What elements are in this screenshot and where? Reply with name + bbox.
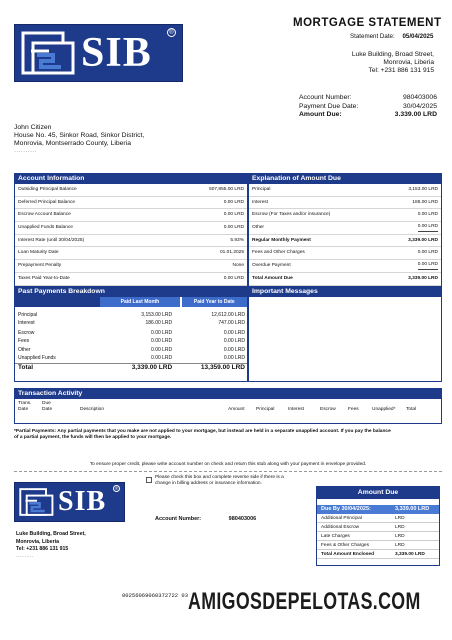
row-label: Overdue Payment — [252, 263, 291, 269]
account-info-row — [15, 273, 247, 286]
row-label: Fees and Other Charges — [252, 250, 305, 256]
sib-logo — [14, 24, 183, 82]
account-info-title: Account Information — [15, 174, 247, 184]
row-label: Additional Escrow — [321, 525, 360, 530]
registered-mark: ® — [114, 486, 119, 491]
account-info-row — [15, 260, 247, 273]
col-interest: Interest — [288, 407, 304, 412]
stub-address — [16, 531, 86, 561]
transaction-panel — [14, 388, 442, 424]
row-label: Escrow Account Balance — [18, 212, 71, 218]
row-value: 3,339.00 LRD — [408, 275, 438, 281]
row-value: 3,339.00 LRD — [408, 237, 438, 243]
paid-last-month: 0.00 LRD — [151, 329, 173, 336]
registered-mark: ® — [167, 28, 176, 37]
sib-emblem-icon — [21, 31, 77, 75]
messages-title: Important Messages — [249, 287, 441, 297]
due-by-label: Due By 30/04/2025: — [321, 506, 371, 512]
customer-line: House No. 45, Sinkor Road, Sinkor District, — [14, 132, 145, 139]
col-principal: Principal — [256, 407, 275, 412]
address-line: Tel: +231 886 131 915 — [368, 67, 434, 74]
row-value: 5.93% — [230, 237, 244, 243]
amount-row — [317, 514, 439, 523]
row-label: Late Charges — [321, 534, 350, 539]
row-value: 01.01.2025 — [219, 250, 244, 256]
past-payment-row — [15, 337, 247, 345]
explanation-row — [249, 273, 441, 286]
row-value: 0.00 LRD — [417, 212, 438, 218]
row-label: Fees — [18, 338, 30, 345]
row-label: Unapplied Funds Balance — [18, 225, 73, 231]
bank-address — [352, 51, 434, 75]
past-payments-panel — [14, 286, 248, 382]
row-value: 0.00 LRD — [418, 260, 438, 270]
past-payment-row — [15, 354, 247, 362]
statement-date: 05/04/2025 — [402, 33, 434, 40]
row-value: 186.00 LRD — [412, 199, 438, 205]
explanation-row — [249, 222, 441, 235]
row-label: Outsiding Principal Balance — [18, 187, 77, 192]
address-line: Luke Building, Broad Street, — [351, 51, 434, 58]
col-unapplied: Unapplied* — [372, 407, 396, 412]
amount-row — [317, 541, 439, 550]
explanation-panel — [248, 173, 442, 286]
address-line: Monrovia, Liberia — [16, 538, 59, 545]
customer-name: John Citizen — [14, 124, 52, 131]
amount-row — [317, 532, 439, 541]
partial-payment-note: *Partial Payments: Any partial payments that you make are not applied to your mortgage, but instead are held in a separate unapplied account. If you pay the balance of a partial payment, the funds will then be applied to your mortgage. — [14, 429, 391, 440]
explanation-row — [249, 260, 441, 273]
address-change-checkbox[interactable] — [146, 477, 152, 483]
statement-date-line — [350, 33, 433, 40]
row-label: Interest — [18, 320, 35, 327]
past-payment-row — [15, 319, 247, 327]
row-value: 0.00 LRD — [223, 199, 244, 205]
col-trans-date: Trans. Date — [18, 401, 32, 412]
row-label: Escrow (For Taxes and/or insurance) — [252, 212, 331, 218]
micr-line: 00256069060372722 03 — [122, 592, 189, 599]
explanation-row — [249, 184, 441, 197]
row-label: Principal — [252, 187, 271, 192]
address-line: Tel: +231 886 131 915 — [16, 546, 69, 552]
row-label: Additional Principal — [321, 516, 362, 521]
amount-due-box — [316, 486, 440, 566]
total-ytd: 13,359.00 LRD — [200, 364, 245, 372]
col-fees: Fees — [348, 407, 359, 412]
account-info-row — [15, 197, 247, 210]
sib-emblem-icon — [19, 487, 55, 517]
explanation-row — [249, 235, 441, 248]
amount-due-label: Amount Due: — [299, 111, 342, 118]
past-payment-row — [15, 311, 247, 319]
paid-ytd: 0.00 LRD — [223, 338, 245, 345]
amount-row — [317, 550, 439, 559]
account-info-row — [15, 247, 247, 260]
account-info-row — [15, 209, 247, 222]
address-line: Monrovia, Liberia — [383, 59, 434, 66]
stub-account-number: 980403006 — [228, 516, 257, 522]
col-due-date: Due Date — [42, 401, 53, 412]
messages-panel — [248, 286, 442, 382]
paid-ytd: 747.00 LRD — [218, 320, 245, 327]
account-number-label: Account Number: — [299, 94, 352, 101]
explanation-row — [249, 209, 441, 222]
paid-last-month: 0.00 LRD — [151, 354, 173, 361]
past-payments-header — [15, 297, 247, 307]
col-escrow: Escrow — [320, 407, 336, 412]
row-label: Deferred Principal Balance — [18, 199, 76, 205]
paid-last-month: 0.00 LRD — [151, 338, 173, 345]
header-spacer — [15, 297, 100, 307]
total-label: Total — [18, 364, 34, 372]
row-label: Unapplied Funds — [18, 354, 56, 361]
row-label: Fees & Other Charges — [321, 543, 369, 548]
row-value: 0.00 LRD — [223, 275, 244, 281]
explanation-row — [249, 247, 441, 260]
past-payment-row — [15, 329, 247, 337]
stub-account-line — [155, 516, 256, 522]
row-label: Loan Maturity Date — [18, 250, 59, 256]
account-info-panel — [14, 173, 248, 286]
watermark: AMIGOSDEPELOTAS.COM — [188, 588, 421, 615]
logo-text: SIB — [58, 486, 107, 517]
row-label: Interest — [252, 199, 268, 205]
row-label: Prepayment Penalty — [18, 263, 62, 269]
row-label: Regular Monthly Payment — [252, 237, 311, 243]
account-number: 980403006 — [402, 94, 437, 101]
col-total: Total — [406, 407, 417, 412]
past-payment-row — [15, 346, 247, 354]
paid-ytd: 0.00 LRD — [223, 329, 245, 336]
row-value: LRD — [395, 543, 405, 548]
explanation-title: Explanation of Amount Due — [249, 174, 441, 184]
row-label: Interest Rate (until 30/04/2025) — [18, 237, 85, 243]
row-value: 0.00 LRD — [223, 225, 244, 231]
stub-sib-logo — [14, 482, 125, 522]
address-line: Luke Building, Broad Street, — [16, 531, 86, 537]
statement-date-label: Statement Date: — [350, 33, 395, 40]
due-date: 30/04/2025 — [402, 102, 437, 110]
row-label: Total Amount Due — [252, 275, 293, 281]
col-amount: Amount — [228, 407, 245, 412]
address-line: ·········· — [16, 553, 34, 560]
amount-due: 3.339.00 LRD — [394, 111, 437, 118]
stub-instruction: To ensure proper credit, please write account number on check and return this stub along with your payment in envelope provided. — [89, 462, 367, 467]
past-payment-total — [15, 363, 247, 371]
row-value: 0.00 LRD — [418, 222, 438, 232]
row-value: 0.00 LRD — [417, 250, 438, 256]
stub-divider — [14, 471, 442, 472]
paid-ytd-header: Paid Year to Date — [182, 297, 247, 307]
row-label: Total Amount Enclosed — [321, 552, 375, 557]
row-value: LRD — [395, 525, 405, 530]
row-value: 507,855.00 LRD — [209, 187, 244, 192]
total-last-month: 3,339.00 LRD — [131, 364, 173, 372]
row-value: 3,153.00 LRD — [408, 187, 438, 192]
explanation-row — [249, 197, 441, 210]
logo-text: SIB — [81, 30, 152, 76]
row-value: 3,339.00 LRD — [395, 552, 425, 557]
row-label: Principal — [18, 312, 38, 318]
row-label: Escrow — [18, 329, 35, 336]
paid-last-month: 0.00 LRD — [151, 346, 173, 353]
paid-ytd: 12,612.00 LRD — [211, 312, 245, 318]
account-info-row — [15, 184, 247, 197]
row-value: 0.00 LRD — [223, 212, 244, 218]
account-summary — [299, 94, 437, 120]
transaction-title: Transaction Activity — [15, 389, 441, 399]
paid-ytd: 0.00 LRD — [223, 346, 245, 353]
transaction-columns — [15, 399, 441, 415]
paid-last-month-header: Paid Last Month — [100, 297, 179, 307]
statement-title: MORTGAGE STATEMENT — [293, 17, 442, 29]
col-description: Description — [80, 407, 104, 412]
due-by-value: 3,339.00 LRD — [395, 506, 430, 512]
customer-line: Monrovia, Montserrado County, Liberia — [14, 140, 131, 147]
customer-line: ·········· — [14, 148, 37, 155]
account-info-row — [15, 235, 247, 248]
past-payments-title: Past Payments Breakdown — [15, 287, 247, 297]
stub-account-label: Account Number: — [155, 516, 202, 522]
account-info-row — [15, 222, 247, 235]
row-value: LRD — [395, 534, 405, 539]
row-value: None — [232, 263, 244, 269]
row-value: LRD — [395, 516, 405, 521]
row-label: Other — [252, 225, 264, 231]
paid-last-month: 3,153.00 LRD — [141, 312, 173, 318]
due-date-label: Payment Due Date: — [299, 102, 359, 110]
amount-row — [317, 523, 439, 532]
paid-last-month: 186.00 LRD — [145, 320, 173, 327]
paid-ytd: 0.00 LRD — [223, 354, 245, 361]
row-label: Taxes Paid Year-to-Date — [18, 275, 70, 281]
row-label: Other — [18, 346, 31, 353]
amount-due-title: Amount Due — [317, 487, 439, 499]
address-change-note: Please check this box and complete reverse side if there is a change in billing address or insurance information. — [155, 475, 284, 486]
customer-address — [14, 124, 144, 156]
due-by-row — [317, 505, 439, 514]
